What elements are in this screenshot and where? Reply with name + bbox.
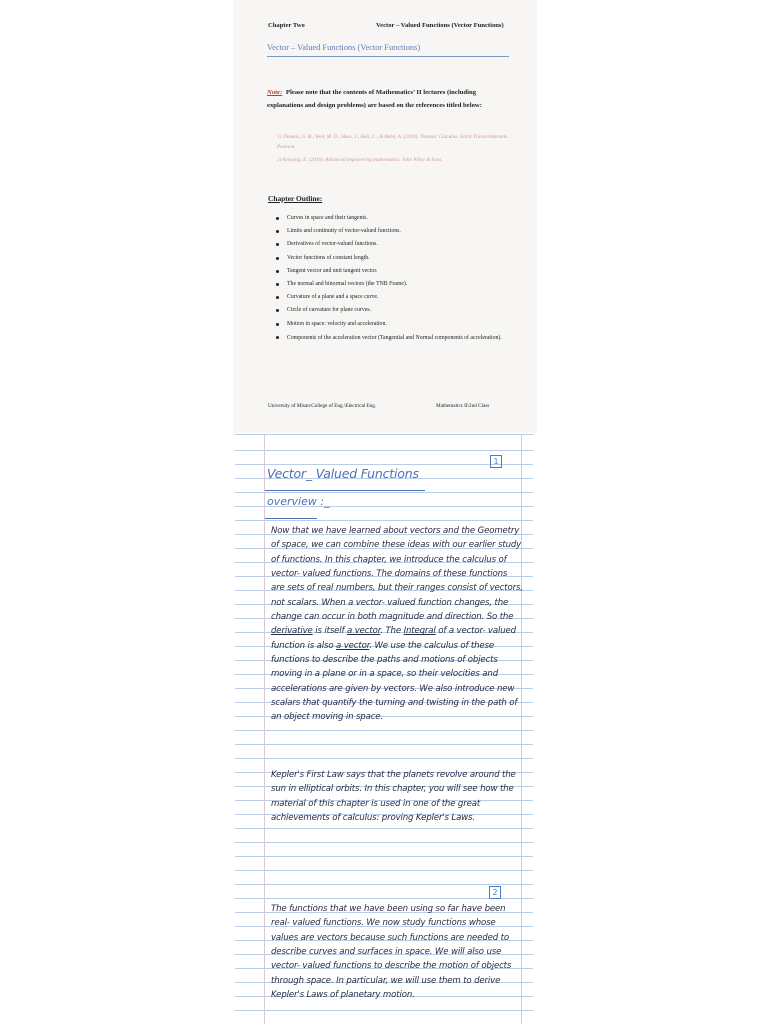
outline-item: The normal and binormal vectors (the TNB Frame).	[275, 278, 515, 291]
para-text: Now that we have learned about vectors and the Geometry of space, we can combine these ideas with our earlier study of functions. In this chapter, we introduce the calculus of vector- valued functions. The domains of these functions are sets of real numbers, but their ranges consist of vectors, not scalars. When a vector- valued function changes, the change can occur in both magnitude and direction. So the	[271, 526, 523, 623]
outline-list	[275, 212, 515, 344]
header-topic: Vector – Valued Functions (Vector Functions)	[376, 22, 504, 29]
outline-item: Vector functions of constant length.	[275, 252, 515, 265]
outline-title: Chapter Outline:	[268, 194, 323, 203]
outline-item: Curves in space and their tangents.	[275, 212, 515, 225]
outline-item: Components of the acceleration vector (Tangential and Normal components of acceleration).	[275, 331, 515, 344]
handwritten-paragraph-overview	[271, 524, 523, 725]
footer-university: University of Misan\College of Eng.\Electrical Eng.	[268, 403, 377, 409]
para-text: . We use the calculus of these functions to describe the paths and motions of objects moving in a plane or in a space, so their velocities and accelerations are given by vectors. We also introduce new scalars that quantify the turning and twisting in the path of an object moving in space.	[271, 640, 518, 723]
underlined-term: Integral	[403, 626, 436, 637]
para-text: is itself	[312, 626, 348, 637]
para-text: of a vector- valued function is also	[271, 626, 516, 651]
reference-item: 1) Thomas, G. B., Weir, M. D., Hass, J., Heil, C., & Behn, A. (2018). Thomas' Calculus: Early Transcendentals. Pearson.	[277, 134, 509, 150]
footer-course: Mathematics II\2nd Class	[436, 403, 490, 409]
outline-item: Curvature of a plane and a space curve.	[275, 291, 515, 304]
handwritten-title: Vector_ Valued Functions	[267, 466, 419, 481]
reference-item: 2) Kreyszig, E. (2010). Advanced engineering mathematics. John Wiley & Sons.	[277, 157, 443, 163]
title-underline	[265, 490, 425, 491]
outline-item: Tangent vector and unit tangent vector.	[275, 265, 515, 278]
page-subtitle: Vector – Valued Functions (Vector Functions)	[267, 43, 509, 57]
typed-page	[234, 0, 536, 432]
underlined-term: derivative	[271, 626, 313, 637]
outline-item: Motion in space: velocity and acceleration.	[275, 318, 515, 331]
underlined-term: a vector	[347, 626, 381, 637]
page-number-box: 1	[490, 455, 502, 468]
note-text: Please note that the contents of Mathematics’ II lectures (including explanations and design problems) are based on the references titled below:	[267, 89, 482, 109]
note-label: Note:	[267, 89, 283, 96]
header-chapter: Chapter Two	[268, 22, 305, 29]
handwritten-paragraph-kepler: Kepler's First Law says that the planets revolve around the sun in elliptical orbits. In this chapter, you will see how the material of this chapter is used in one of the great achievements of calculus: proving Kepler's Laws.	[271, 770, 516, 824]
overview-heading: overview :_	[267, 495, 330, 508]
underlined-term: a vector	[336, 640, 370, 651]
handwritten-paragraph-functions: The functions that we have been using so far have been real- valued functions. We now study functions whose values are vectors because such functions are needed to describe curves and surfaces in space. We will also use vector- valued functions to describe the motion of objects through space. In particular, we will use them to derive Kepler's Laws of planetary motion.	[271, 904, 512, 1001]
overview-underline	[265, 518, 317, 519]
notebook-page	[235, 434, 533, 1024]
outline-item: Circle of curvature for plane curves.	[275, 304, 515, 317]
para-text: . The	[380, 626, 404, 637]
note-paragraph	[267, 86, 513, 112]
page-number-box: 2	[489, 886, 501, 899]
outline-item: Limits and continuity of vector-valued functions.	[275, 225, 515, 238]
reference-list	[277, 133, 513, 170]
outline-item: Derivatives of vector-valued functions.	[275, 238, 515, 251]
